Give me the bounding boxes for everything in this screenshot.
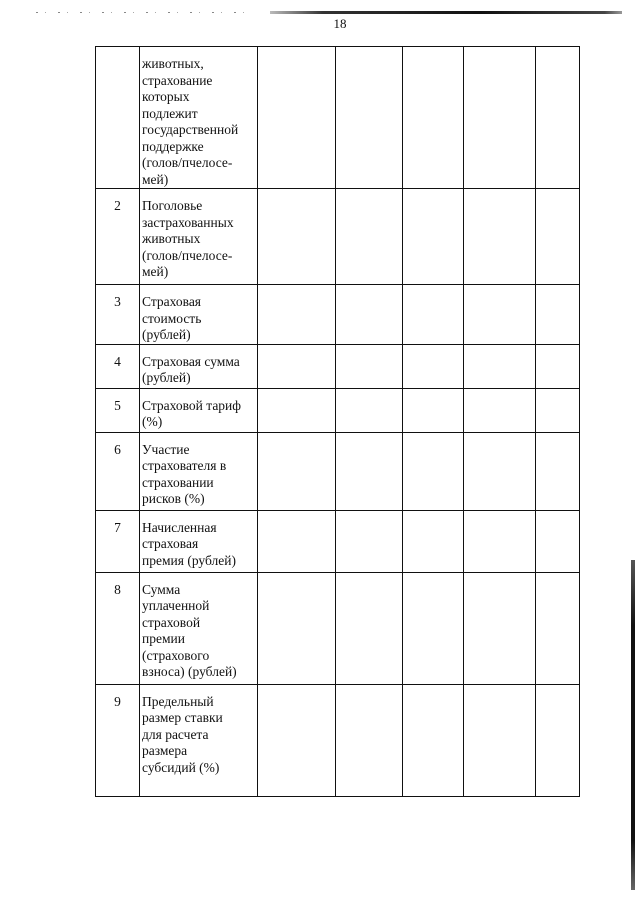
empty-value-cell [403, 344, 464, 388]
scan-top-edge [270, 11, 622, 14]
row-label-line: страховая [142, 536, 199, 551]
row-label-line: которых [142, 89, 190, 104]
empty-value-cell [403, 47, 464, 189]
empty-value-cell [336, 572, 403, 684]
empty-value-cell [258, 47, 336, 189]
empty-value-cell [403, 189, 464, 285]
row-label-cell [140, 510, 258, 572]
empty-value-cell [464, 388, 536, 432]
table-row [96, 285, 580, 345]
empty-value-cell [536, 344, 580, 388]
empty-value-cell [403, 285, 464, 345]
empty-value-cell [536, 189, 580, 285]
row-label-line: страхование [142, 72, 213, 88]
row-label-line: для расчета [142, 726, 209, 742]
table-row [96, 684, 580, 796]
table-row [96, 189, 580, 285]
empty-value-cell [336, 510, 403, 572]
empty-value-cell [536, 510, 580, 572]
empty-value-cell [536, 388, 580, 432]
row-label-line: Поголовье [142, 198, 203, 213]
table-row [96, 388, 580, 432]
row-label-line: премии [142, 631, 185, 646]
row-label-line: (%) [142, 414, 163, 429]
row-label-line: Страховая [142, 294, 202, 309]
empty-value-cell [258, 432, 336, 510]
row-label-cell [140, 344, 258, 388]
table-row [96, 344, 580, 388]
empty-value-cell [258, 189, 336, 285]
empty-value-cell [464, 572, 536, 684]
empty-value-cell [258, 510, 336, 572]
row-number-cell: 9 [96, 684, 140, 796]
row-label-cell [140, 285, 258, 345]
empty-value-cell [336, 432, 403, 510]
table-row [96, 572, 580, 684]
row-number-cell [96, 47, 140, 189]
table-row [96, 510, 580, 572]
empty-value-cell [336, 189, 403, 285]
empty-value-cell [336, 344, 403, 388]
row-label-line: мей) [142, 171, 169, 187]
row-label-line: мей) [142, 264, 169, 279]
empty-value-cell [464, 47, 536, 189]
data-table [95, 46, 580, 797]
page-number: 18 [333, 16, 347, 31]
row-label-line: размера [142, 743, 188, 758]
empty-value-cell [258, 285, 336, 345]
empty-value-cell [258, 572, 336, 684]
row-label-line: (голов/пчелосе- [142, 155, 233, 170]
row-label-line: Предельный [142, 693, 214, 709]
row-label-line: Страховая сумма [142, 353, 240, 369]
row-label-line: поддержке [142, 138, 204, 154]
row-label-line: рисков (%) [142, 491, 205, 506]
empty-value-cell [464, 285, 536, 345]
row-label-line: Начисленная [142, 519, 217, 535]
empty-value-cell [464, 684, 536, 796]
empty-value-cell [403, 432, 464, 510]
row-label-cell [140, 47, 258, 189]
scan-right-edge [631, 560, 635, 890]
empty-value-cell [336, 47, 403, 189]
row-label-line: животных, [142, 56, 204, 71]
scan-top-specks [36, 12, 256, 13]
table-row [96, 47, 580, 189]
empty-value-cell [336, 684, 403, 796]
row-number-cell: 6 [96, 432, 140, 510]
row-label-cell [140, 189, 258, 285]
empty-value-cell [536, 432, 580, 510]
empty-value-cell [258, 684, 336, 796]
row-label-line: взноса) (рублей) [142, 664, 237, 679]
row-label-line: страховой [142, 614, 201, 630]
empty-value-cell [464, 344, 536, 388]
empty-value-cell [464, 189, 536, 285]
row-label-line: государственной [142, 122, 239, 137]
row-label-line: подлежит [142, 105, 198, 121]
row-number-cell: 2 [96, 189, 140, 285]
row-label-line: Сумма [142, 581, 181, 597]
row-label-line: Страховой тариф [142, 397, 242, 413]
empty-value-cell [403, 510, 464, 572]
empty-value-cell [403, 572, 464, 684]
empty-value-cell [536, 47, 580, 189]
empty-value-cell [536, 572, 580, 684]
row-label-line: стоимость [142, 310, 202, 326]
row-number-cell: 3 [96, 285, 140, 345]
empty-value-cell [258, 388, 336, 432]
row-label-line: уплаченной [142, 598, 210, 613]
row-label-cell [140, 432, 258, 510]
row-label-line: Участие [142, 441, 190, 457]
empty-value-cell [403, 388, 464, 432]
row-label-line: страхователя в [142, 458, 227, 473]
empty-value-cell [258, 344, 336, 388]
row-label-line: животных [142, 231, 201, 246]
row-label-line: застрахованных [142, 214, 234, 230]
row-number-cell: 8 [96, 572, 140, 684]
row-label-line: премия (рублей) [142, 552, 236, 568]
row-label-line: (голов/пчелосе- [142, 247, 233, 263]
empty-value-cell [336, 388, 403, 432]
row-label-line: размер ставки [142, 710, 223, 725]
row-label-line: (рублей) [142, 327, 191, 342]
empty-value-cell [464, 510, 536, 572]
table-row [96, 432, 580, 510]
row-number-cell: 5 [96, 388, 140, 432]
empty-value-cell [536, 684, 580, 796]
row-label-cell [140, 388, 258, 432]
empty-value-cell [403, 684, 464, 796]
row-label-line: субсидий (%) [142, 759, 220, 775]
row-label-line: (страхового [142, 647, 210, 663]
row-label-cell [140, 684, 258, 796]
empty-value-cell [464, 432, 536, 510]
row-label-line: (рублей) [142, 370, 191, 385]
empty-value-cell [536, 285, 580, 345]
row-number-cell: 7 [96, 510, 140, 572]
row-label-cell [140, 572, 258, 684]
empty-value-cell [336, 285, 403, 345]
row-number-cell: 4 [96, 344, 140, 388]
row-label-line: страховании [142, 474, 214, 490]
